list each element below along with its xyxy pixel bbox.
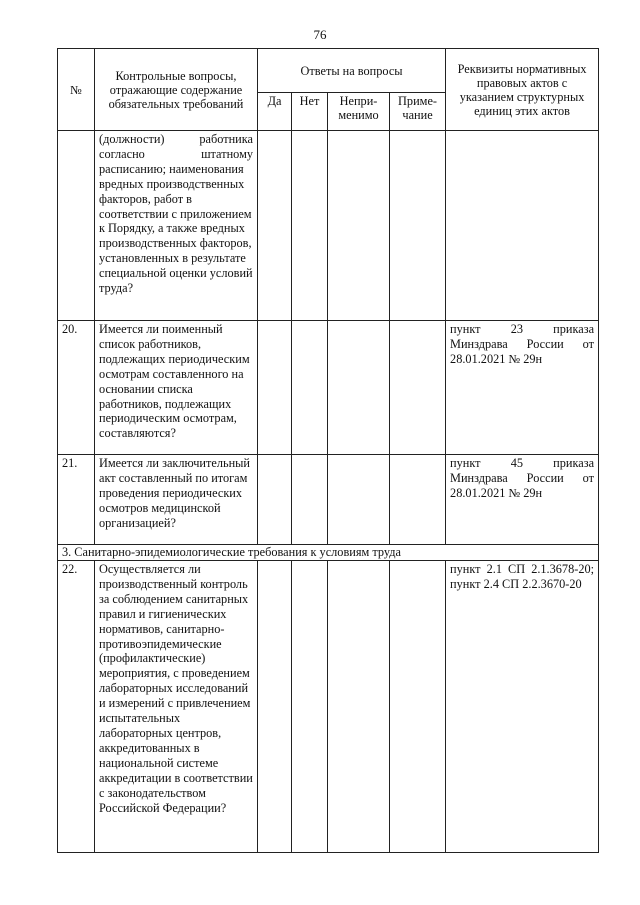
header-question: Контрольные вопросы, отражающие содержание обязательных требований [95,49,258,131]
section-row [58,545,599,561]
header-na-line2: менимо [338,108,379,122]
cell-not-applicable[interactable] [328,321,390,455]
table-row [58,321,599,455]
cell-note[interactable] [390,455,446,545]
cell-not-applicable[interactable] [328,131,390,321]
cell-num: 21. [58,455,95,545]
cell-yes[interactable] [258,561,292,853]
header-na-line1: Непри- [339,94,378,108]
cell-ref: пункт 23 приказа Минздрава России от 28.01.2021 № 29н [446,321,599,455]
section-title: 3. Санитарно-эпидемиологические требования к условиям труда [58,545,599,561]
header-row [58,49,599,93]
header-no: Нет [292,93,328,131]
table-row-continuation [58,131,599,321]
cell-no[interactable] [292,321,328,455]
cell-not-applicable[interactable] [328,455,390,545]
cell-question: Имеется ли поименный список работников, подлежащих периодическим осмотрам составленного на основании списка работников, подлежащих периодическим осмотрам, составляются? [95,321,258,455]
page-number: 76 [313,27,327,42]
header-yes: Да [258,93,292,131]
cell-yes[interactable] [258,455,292,545]
continuation-text: расписанию; наименования вредных производственных факторов, работ в соответствии с приложением к Порядку, а также вредных производственных факторов, установленных в результате специальной оценки условий труда? [99,161,253,296]
checklist-table [57,48,599,853]
header-num: № [58,49,95,131]
header-not-applicable [328,93,390,131]
cell-no[interactable] [292,455,328,545]
cell-ref: пункт 2.1 СП 2.1.3678-20; пункт 2.4 СП 2.2.3670-20 [446,561,599,853]
cell-note[interactable] [390,131,446,321]
cell-yes[interactable] [258,321,292,455]
table-row [58,561,599,853]
header-note-line1: Приме- [398,94,437,108]
cell-note[interactable] [390,561,446,853]
cell-yes[interactable] [258,131,292,321]
cell-num [58,131,95,321]
cell-num: 22. [58,561,95,853]
cell-no[interactable] [292,561,328,853]
cell-ref [446,131,599,321]
cell-num: 20. [58,321,95,455]
cell-no[interactable] [292,131,328,321]
continuation-line2: согласно штатному [99,146,253,161]
header-note-line2: чание [402,108,433,122]
header-answers: Ответы на вопросы [258,49,446,93]
continuation-line1: (должности) работника [99,132,253,146]
header-note [390,93,446,131]
cell-note[interactable] [390,321,446,455]
cell-not-applicable[interactable] [328,561,390,853]
cell-ref: пункт 45 приказа Минздрава России от 28.01.2021 № 29н [446,455,599,545]
header-requisites: Реквизиты нормативных правовых актов с указанием структурных единиц этих актов [446,49,599,131]
table-row [58,455,599,545]
cell-question: Имеется ли заключительный акт составленный по итогам проведения периодических осмотров медицинской организацией? [95,455,258,545]
cell-question [95,131,258,321]
cell-question: Осуществляется ли производственный контроль за соблюдением санитарных правил и гигиенических нормативов, санитарно-противоэпидемические (профилактические) мероприятия, с проведением лабораторных исследований и измерений с привлечением испытательных лабораторных центров, аккредитованных в национальной системе аккредитации в соответствии с законодательством Российской Федерации? [95,561,258,853]
